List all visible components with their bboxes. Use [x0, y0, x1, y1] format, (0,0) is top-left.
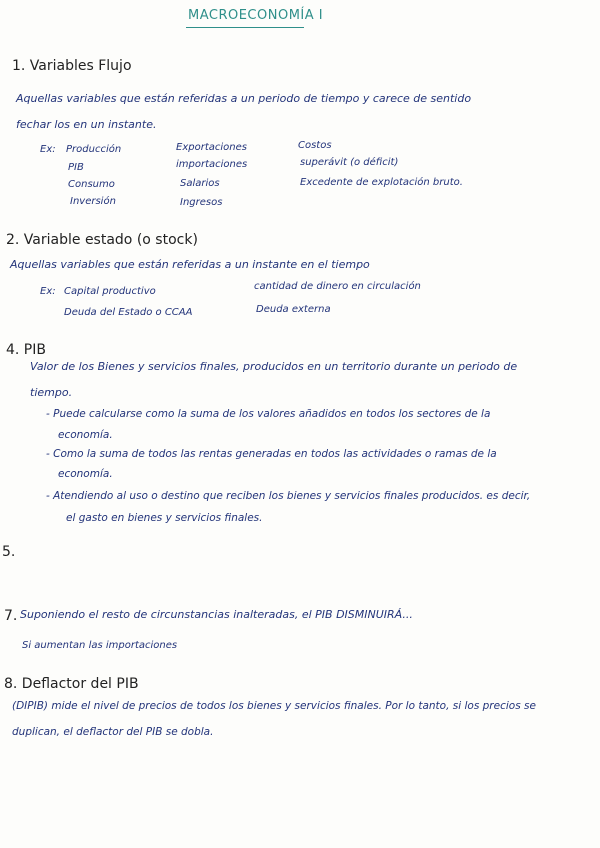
page-title: MACROECONOMÍA I — [188, 8, 324, 23]
section-8-heading: 8. Deflactor del PIB — [4, 676, 139, 692]
list-item: Salarios — [180, 178, 220, 189]
section-2-line-1: Aquellas variables que están referidas a un instante en el tiempo — [10, 258, 370, 271]
list-item: Consumo — [68, 179, 115, 190]
section-1-line-1: Aquellas variables que están referidas a un periodo de tiempo y carece de sentido — [16, 92, 472, 105]
section-5-number: 5. — [2, 544, 16, 560]
list-item: Costos — [298, 140, 332, 151]
section-8-line-2: duplican, el deflactor del PIB se dobla. — [12, 726, 214, 738]
section-2-heading: 2. Variable estado (o stock) — [6, 232, 198, 248]
title-underline — [186, 27, 304, 28]
list-item: superávit (o déficit) — [300, 157, 399, 168]
section-2-ex-label: Ex: — [40, 286, 56, 297]
bullet-2-line-1: - Como la suma de todos las rentas generadas en todos las actividades o ramas de la — [46, 448, 497, 460]
section-8-line-1: (DIPIB) mide el nivel de precios de todos los bienes y servicios finales. Por lo tanto, si los precios se — [12, 700, 536, 712]
bullet-3-line-1: - Atendiendo al uso o destino que reciben los bienes y servicios finales producidos. es decir, — [46, 490, 531, 502]
list-item: Deuda del Estado o CCAA — [64, 307, 193, 318]
section-4-heading: 4. PIB — [6, 342, 46, 358]
list-item: Excedente de explotación bruto. — [300, 177, 463, 188]
list-item: Exportaciones — [176, 142, 247, 153]
section-7-line-1: Suponiendo el resto de circunstancias inalteradas, el PIB DISMINUIRÁ... — [20, 608, 413, 621]
list-item: Ingresos — [180, 197, 223, 208]
bullet-1-line-1: - Puede calcularse como la suma de los valores añadidos en todos los sectores de la — [46, 408, 491, 420]
section-1-heading: 1. Variables Flujo — [12, 58, 132, 74]
section-4-line-1: Valor de los Bienes y servicios finales, producidos en un territorio durante un periodo de — [30, 360, 518, 373]
list-item: Producción — [66, 144, 122, 155]
bullet-2-line-2: economía. — [58, 468, 113, 480]
section-4-line-2: tiempo. — [30, 386, 73, 399]
bullet-3-line-2: el gasto en bienes y servicios finales. — [66, 512, 263, 524]
list-item: Deuda externa — [256, 304, 331, 315]
section-7-line-2: Si aumentan las importaciones — [22, 640, 178, 651]
section-7-number: 7. — [4, 608, 18, 624]
list-item: Inversión — [70, 196, 116, 207]
section-1-line-2: fechar los en un instante. — [16, 118, 157, 131]
list-item: importaciones — [176, 159, 248, 170]
section-1-ex-label: Ex: — [40, 144, 56, 155]
list-item: Capital productivo — [64, 286, 156, 297]
list-item: cantidad de dinero en circulación — [254, 281, 421, 292]
list-item: PIB — [68, 162, 84, 173]
bullet-1-line-2: economía. — [58, 429, 113, 441]
